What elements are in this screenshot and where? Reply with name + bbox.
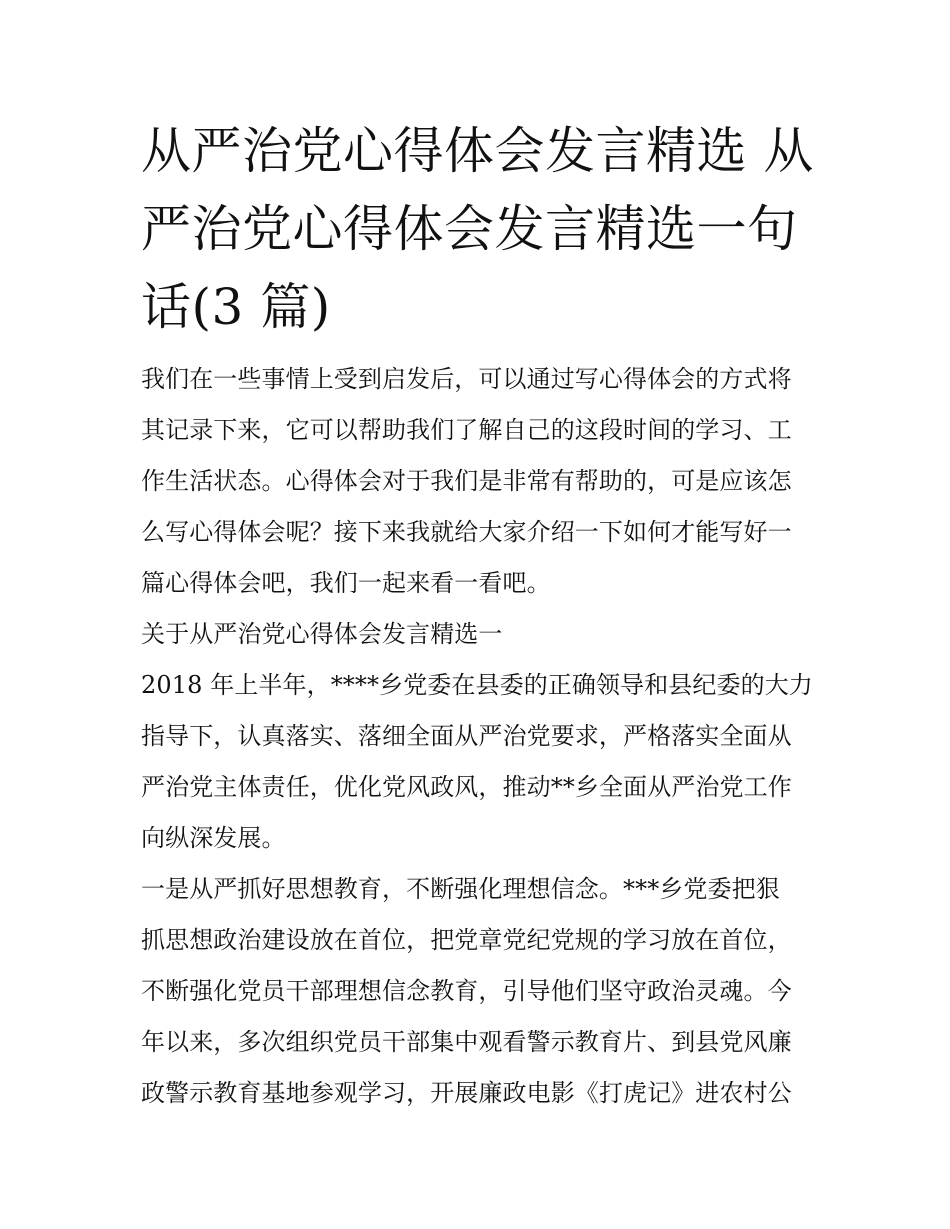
text-line: 作生活状态。心得体会对于我们是非常有帮助的，可是应该怎 xyxy=(141,467,792,495)
title-line: 从严治党心得体会发言精选 从 xyxy=(141,122,814,180)
title-line: 话(3 篇) xyxy=(141,278,331,336)
document-body xyxy=(141,112,813,1119)
text-line: 向纵深发展。 xyxy=(141,824,286,852)
text-line: 年以来，多次组织党员干部集中观看警示教育片、到县党风廉 xyxy=(141,1028,792,1056)
text-line: 其记录下来，它可以帮助我们了解自己的这段时间的学习、工 xyxy=(141,416,792,444)
text-line: 篇心得体会吧，我们一起来看一看吧。 xyxy=(141,569,551,597)
text-line: 么写心得体会呢？接下来我就给大家介绍一下如何才能写好一 xyxy=(141,518,792,546)
text-line: 关于从严治党心得体会发言精选一 xyxy=(141,620,503,648)
summary-paragraph xyxy=(141,660,813,864)
text-line: 指导下，认真落实、落细全面从严治党要求，严格落实全面从 xyxy=(141,722,792,750)
text-line: 一是从严抓好思想教育，不断强化理想信念。***乡党委把狠 xyxy=(141,875,780,903)
text-line: 抓思想政治建设放在首位，把党章党纪党规的学习放在首位， xyxy=(141,926,792,954)
document-title xyxy=(141,112,813,346)
text-line: 2018 年上半年，****乡党委在县委的正确领导和县纪委的大力 xyxy=(141,671,813,699)
intro-paragraph xyxy=(141,354,813,609)
title-line: 严治党心得体会发言精选一句 xyxy=(141,200,798,258)
text-line: 政警示教育基地参观学习，开展廉政电影《打虎记》进农村公 xyxy=(141,1079,792,1107)
text-line: 我们在一些事情上受到启发后，可以通过写心得体会的方式将 xyxy=(141,365,792,393)
text-line: 不断强化党员干部理想信念教育，引导他们坚守政治灵魂。今 xyxy=(141,977,792,1005)
point-one-paragraph xyxy=(141,864,813,1119)
text-line: 严治党主体责任，优化党风政风，推动**乡全面从严治党工作 xyxy=(141,773,792,801)
section-heading xyxy=(141,609,813,660)
